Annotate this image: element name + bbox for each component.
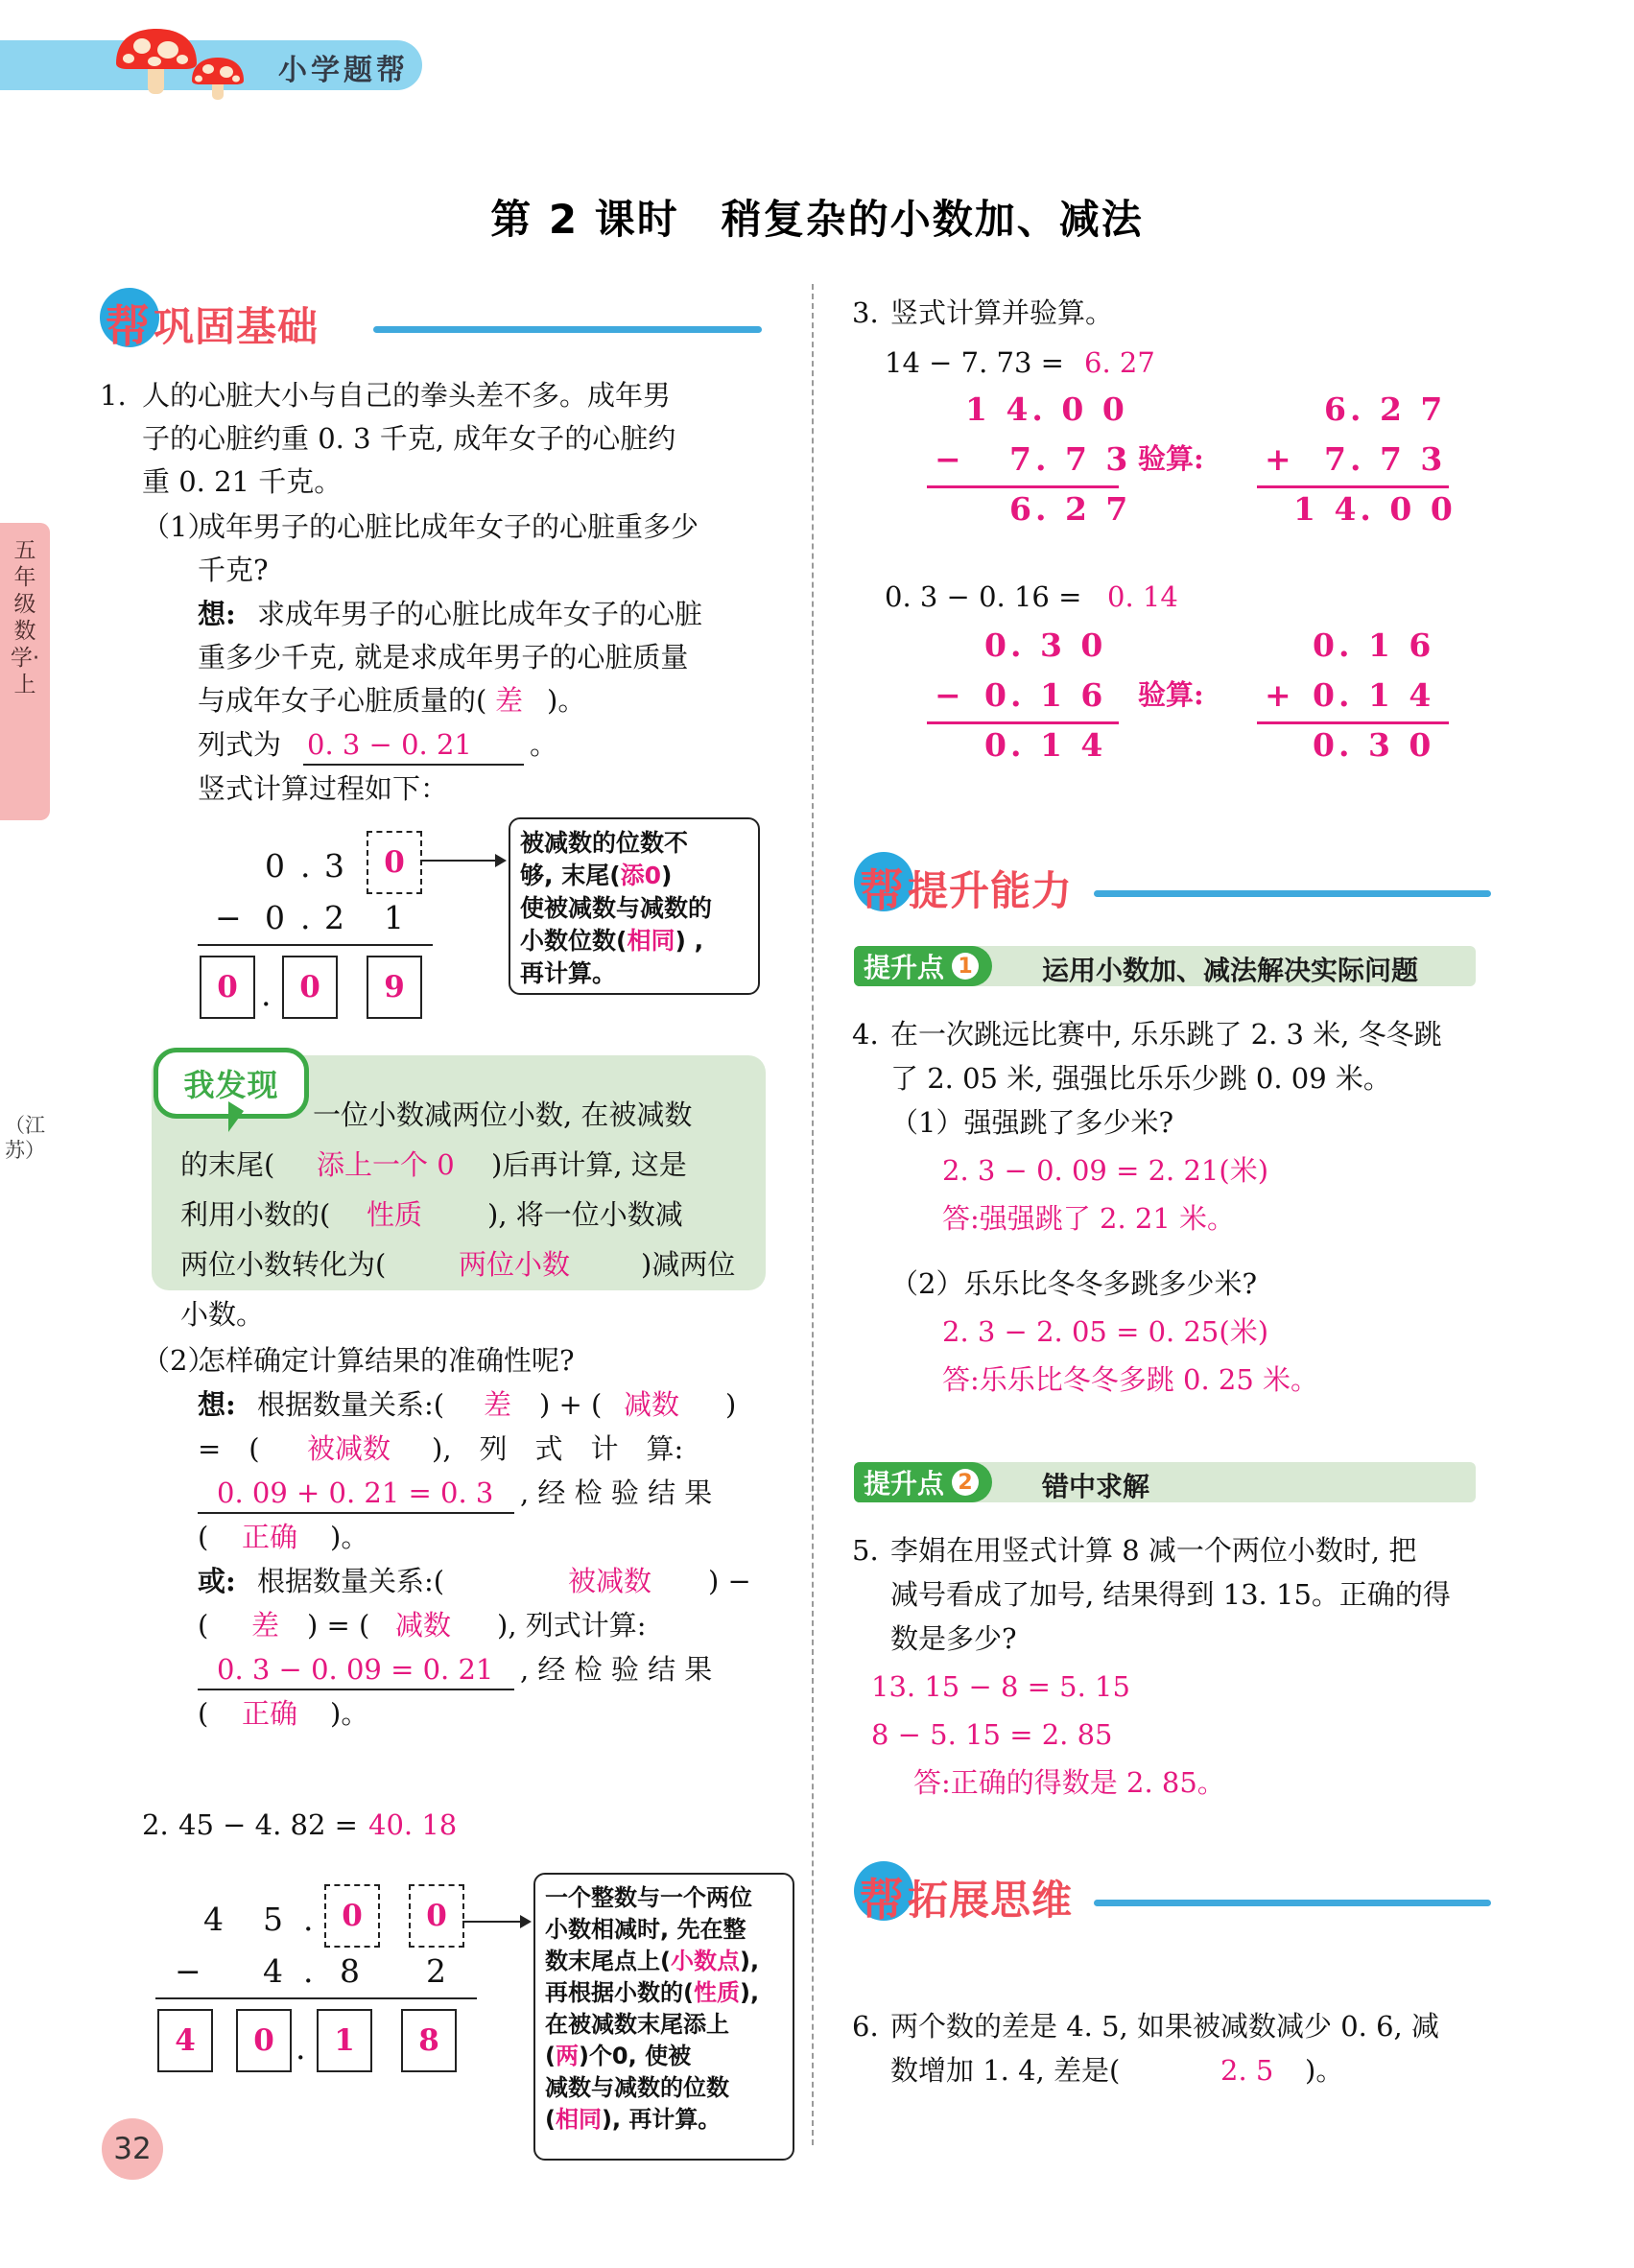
q3-item2-answer: 0. 14: [1107, 580, 1178, 613]
q3-item2-left-bottom: 0. 1 6: [984, 676, 1107, 714]
q2-expr: 45 − 4. 82 =: [178, 1808, 358, 1841]
q3-item2-right-op: +: [1265, 676, 1291, 714]
improve-point-1-tag: [854, 946, 992, 986]
q3-item1-right-op: +: [1265, 440, 1291, 478]
q3-item1-right-bottom: 7. 7 3: [1324, 440, 1447, 478]
discovery-line5: 小数。: [180, 1298, 265, 1331]
side-tab-edition: （江苏）: [5, 1114, 45, 1162]
q1-vcalc-sub-0: 0: [265, 899, 285, 936]
q1-note-box: [509, 817, 760, 995]
q2-note-line8b: ), 再计算。: [601, 2106, 722, 2133]
q1-or-label: 或:: [198, 1565, 236, 1597]
q1-think-label: 想:: [198, 598, 236, 630]
q1-think-line1: 求成年男子的心脏比成年女子的心脏: [257, 598, 703, 630]
q1-vcalc-minus-sign: −: [215, 899, 242, 936]
q2-note-line3b: ),: [739, 1948, 760, 1974]
q6-answer-blank: 2. 5: [1220, 2054, 1274, 2087]
q1-vcalc-added-zero: 0: [384, 845, 405, 880]
q1-p2-think-label: 想:: [198, 1388, 236, 1421]
improve-point-1: [854, 946, 1476, 986]
q2-vcalc-result-2: 1: [334, 2023, 355, 2058]
q2-vcalc-minuend-1: 5: [263, 1901, 283, 1938]
q4-number: 4.: [852, 1018, 879, 1051]
q1-p2-line4c: )。: [330, 1521, 369, 1553]
q3-item1-left-top: 1 4. 0 0: [965, 390, 1128, 428]
q2-vcalc-minuend-0: 4: [203, 1901, 224, 1938]
q3-number: 3.: [852, 296, 879, 329]
q5-stem-line2: 减号看成了加号, 结果得到 13. 15。正确的得: [890, 1578, 1451, 1611]
q1-vcalc-minuend-2: 3: [324, 847, 344, 885]
improve-point-1-number: 1: [952, 953, 979, 980]
q1-p2-blank-3: 被减数: [307, 1432, 391, 1465]
q1-note-line3: 使被减数与减数的: [520, 894, 713, 922]
q2-note-line7: 减数与减数的位数: [545, 2074, 729, 2101]
q5-stem-line3: 数是多少?: [890, 1622, 1017, 1655]
q1-vcalc-result-box-1[interactable]: [282, 956, 338, 1019]
q2-vcalc-minus-sign: −: [175, 1952, 201, 1990]
q2-vcalc-result-box-1[interactable]: [236, 2009, 292, 2072]
q3-item1-left-sum: 6. 2 7: [1009, 490, 1132, 528]
section-bang-char: 帮: [106, 300, 150, 352]
q2-vcalc-added-0: 0: [342, 1899, 363, 1933]
q3-item2-right-bottom: 0. 1 4: [1313, 676, 1435, 714]
q2-vcalc-sub-dot: .: [303, 1952, 314, 1990]
q1-p2-line2a: = (: [198, 1432, 260, 1465]
q1-think-line3a: 与成年女子心脏质量的(: [198, 684, 487, 717]
q1-formula-underline: [303, 764, 524, 766]
q4-part1-answer: 答:强强跳了 2. 21 米。: [942, 1202, 1235, 1235]
q1-or-line2c: ) = (: [307, 1609, 370, 1642]
q1-note-blank-2: 相同: [627, 927, 675, 955]
q1-part2-question: 怎样确定计算结果的准确性呢?: [198, 1344, 575, 1377]
q2-note-line3a: 数末尾点上(: [545, 1948, 671, 1974]
q2-note-line4a: 再根据小数的(: [545, 1979, 694, 2006]
q2-vcalc-rule: [155, 1997, 477, 1999]
q3-item1-right-sum: 1 4. 0 0: [1293, 490, 1456, 528]
q4-part1-label: （1）强强跳了多少米?: [890, 1106, 1173, 1139]
q1-vcalc-rule: [198, 944, 433, 946]
discovery-line2b: )后再计算, 这是: [491, 1148, 687, 1181]
q2-vcalc-added-box-0[interactable]: [324, 1884, 380, 1948]
q1-note-line1: 被减数的位数不: [520, 829, 689, 857]
q1-number: 1.: [100, 379, 127, 412]
q1-p2-line1c: ) + (: [539, 1388, 603, 1421]
mushroom-icon: [113, 27, 200, 94]
q2-vcalc-result-box-0[interactable]: [157, 2009, 213, 2072]
section-rule-2: [1094, 890, 1491, 897]
q1-note-arrowhead: [495, 854, 507, 867]
q2-note-blank-3: 两: [555, 2043, 579, 2069]
q4-part2-answer: 答:乐乐比冬冬多跳 0. 25 米。: [942, 1363, 1318, 1396]
side-tab-grade-subject: 五年级数学·上: [10, 538, 40, 697]
q5-stem-line1: 李娟在用竖式计算 8 减一个两位小数时, 把: [890, 1534, 1417, 1567]
q2-vcalc-result-dot: .: [296, 2029, 306, 2067]
q1-formula-label: 列式为: [198, 728, 282, 761]
q1-p2-calc-underline: [198, 1512, 514, 1514]
q2-number: 2.: [142, 1808, 169, 1841]
q1-or-line1c: ) −: [708, 1565, 751, 1597]
q3-item2-left-top: 0. 3 0: [984, 626, 1107, 664]
q1-vcalc-minuend-dot: .: [300, 847, 311, 885]
q4-stem-line1: 在一次跳远比赛中, 乐乐跳了 2. 3 米, 冬冬跳: [890, 1018, 1442, 1051]
q2-answer: 40. 18: [368, 1808, 458, 1841]
q6-stem-line2b: )。: [1305, 2054, 1344, 2087]
discovery-blank-1: 添上一个 0: [317, 1148, 455, 1181]
q1-or-blank-1: 被减数: [568, 1565, 652, 1597]
section-label-2: 提升能力: [908, 867, 1074, 914]
q2-note-blank-2: 性质: [693, 1979, 740, 2006]
q1-vcalc-sub-dot: .: [300, 899, 311, 936]
q1-note-line4b: ) ,: [675, 927, 704, 955]
q1-part1-label: （1）: [142, 510, 216, 543]
q2-note-line6a: (: [545, 2043, 556, 2069]
brand-title: 小学题帮: [278, 54, 409, 87]
improve-point-2-text: 错中求解: [1042, 1471, 1150, 1502]
q2-vcalc-added-box-1[interactable]: [409, 1884, 464, 1948]
q1-vcalc-result-dot: .: [261, 976, 272, 1013]
q2-vcalc-sub-2: 8: [340, 1952, 360, 1990]
q2-vcalc-result-3: 8: [418, 2023, 439, 2058]
q5-calc-1: 13. 15 − 8 = 5. 15: [871, 1670, 1130, 1703]
q2-note-line6b: )个0, 使被: [578, 2043, 692, 2069]
q1-p2-line4a: (: [198, 1521, 209, 1553]
q1-vcalc-result-1: 0: [299, 970, 320, 1004]
discovery-blank-2: 性质: [367, 1198, 423, 1231]
q1-p2-calc-answer: 0. 09 + 0. 21 = 0. 3: [217, 1477, 494, 1509]
discovery-line2a: 的末尾(: [180, 1148, 275, 1181]
q3-item2-check-label: 验算:: [1138, 678, 1204, 711]
q5-calc-2: 8 − 5. 15 = 2. 85: [871, 1718, 1113, 1751]
section-bang-char-3: 帮: [860, 1874, 904, 1925]
q2-vcalc-minuend-dot: .: [303, 1901, 314, 1938]
q1-p2-line2c: ), 列 式 计 算:: [432, 1432, 684, 1465]
q2-note-line5: 在被减数末尾添上: [545, 2011, 729, 2038]
q2-note-box: [533, 1873, 794, 2161]
q1-vcalc-added-zero-box[interactable]: [367, 831, 422, 894]
q1-or-blank-4: 正确: [242, 1697, 298, 1730]
q2-note-line8a: (: [545, 2106, 556, 2133]
improve-point-1-text: 运用小数加、减法解决实际问题: [1042, 955, 1419, 986]
q1-p2-line3-after: , 经 检 验 结 果: [520, 1477, 713, 1509]
q2-vcalc-sub-3: 2: [426, 1952, 446, 1990]
q6-number: 6.: [852, 2010, 879, 2043]
discovery-line3a: 利用小数的(: [180, 1198, 331, 1231]
q2-vcalc-added-1: 0: [426, 1899, 447, 1933]
discovery-bubble-tail: [228, 1101, 244, 1132]
q4-part2-calc: 2. 3 − 2. 05 = 0. 25(米): [942, 1315, 1269, 1348]
discovery-line1: 一位小数减两位小数, 在被减数: [313, 1099, 693, 1131]
q1-or-calc-answer: 0. 3 − 0. 09 = 0. 21: [217, 1653, 494, 1686]
section-rule-3: [1094, 1900, 1491, 1906]
q1-think-line3b: )。: [547, 684, 586, 717]
q1-p2-blank-2: 减数: [624, 1388, 680, 1421]
q2-note-line2: 小数相减时, 先在整: [545, 1916, 746, 1943]
q3-title: 竖式计算并验算。: [890, 296, 1114, 329]
page-title: 第 2 课时 稍复杂的小数加、减法: [490, 196, 1144, 243]
q2-vcalc-result-0: 4: [175, 2023, 196, 2058]
q5-answer: 答:正确的得数是 2. 85。: [913, 1766, 1225, 1799]
q1-vcalc-result-box-2[interactable]: [367, 956, 422, 1019]
q1-formula-answer: 0. 3 − 0. 21: [307, 728, 472, 761]
q4-stem-line2: 了 2. 05 米, 强强比乐乐少跳 0. 09 米。: [890, 1062, 1391, 1095]
q1-vcalc-minuend-0: 0: [265, 847, 285, 885]
q1-or-line1a: 根据数量关系:(: [257, 1565, 445, 1597]
improve-point-1-label: 提升点: [864, 952, 945, 983]
q4-part2-label: （2）乐乐比冬冬多跳多少米?: [890, 1267, 1257, 1300]
discovery-line4a: 两位小数转化为(: [180, 1248, 387, 1281]
q1-formula-end: 。: [530, 728, 558, 761]
q1-stem-line2: 子的心脏约重 0. 3 千克, 成年女子的心脏约: [142, 422, 676, 455]
section-header-consolidate: [100, 288, 762, 352]
q3-item2-expr: 0. 3 − 0. 16 =: [885, 580, 1082, 613]
q6-stem-line1: 两个数的差是 4. 5, 如果被减数减少 0. 6, 减: [890, 2010, 1439, 2043]
q2-note-arrow: [462, 1921, 522, 1923]
q1-think-blank-answer: 差: [495, 684, 524, 717]
section-label: 巩固基础: [154, 303, 320, 350]
page-number: 32: [102, 2118, 163, 2180]
improve-point-2: [854, 1462, 1476, 1502]
discovery-line3b: ), 将一位小数减: [487, 1198, 683, 1231]
q2-note-blank-1: 小数点: [670, 1948, 740, 1974]
section-bang-char-2: 帮: [860, 864, 904, 916]
column-divider: [812, 284, 814, 2145]
q1-note-arrow: [420, 860, 497, 862]
q3-item2-right-sum: 0. 3 0: [1313, 726, 1435, 764]
q1-or-blank-3: 减数: [395, 1609, 452, 1642]
q1-note-line2a: 够, 末尾(: [520, 862, 621, 889]
q2-vcalc-result-1: 0: [253, 2023, 274, 2058]
q1-note-line4a: 小数位数(: [520, 927, 628, 955]
section-header-ability: [854, 852, 1491, 916]
q1-part1-line1: 成年男子的心脏比成年女子的心脏重多少: [198, 510, 699, 543]
q1-part2-label: （2）: [142, 1344, 216, 1377]
section-rule: [373, 326, 762, 333]
q1-p2-blank-1: 差: [484, 1388, 512, 1421]
q2-note-arrowhead: [520, 1915, 532, 1928]
q1-or-line3-after: , 经 检 验 结 果: [520, 1653, 713, 1686]
q2-vcalc-sub-0: 4: [263, 1952, 283, 1990]
discovery-line4b: )减两位: [641, 1248, 736, 1281]
q5-number: 5.: [852, 1534, 879, 1567]
discovery-blank-3: 两位小数: [459, 1248, 571, 1281]
q2-note-line1: 一个整数与一个两位: [545, 1884, 752, 1911]
q1-note-line2b: ): [661, 862, 673, 889]
q3-item2-left-op: −: [935, 676, 961, 714]
q3-item1-check-label: 验算:: [1138, 442, 1204, 475]
q1-p2-line1a: 根据数量关系:(: [257, 1388, 445, 1421]
q1-vcalc-result-box-0[interactable]: [200, 956, 255, 1019]
q4-part1-calc: 2. 3 − 0. 09 = 2. 21(米): [942, 1154, 1269, 1187]
q3-item1-expr: 14 − 7. 73 =: [885, 346, 1064, 379]
improve-point-2-number: 2: [952, 1469, 979, 1496]
q1-note-line5: 再计算。: [520, 959, 617, 987]
q2-vcalc-result-box-2[interactable]: [317, 2009, 372, 2072]
q1-or-line2e: ), 列式计算:: [497, 1609, 647, 1642]
q1-vertical-label: 竖式计算过程如下：: [198, 772, 449, 805]
section-label-3: 拓展思维: [908, 1877, 1074, 1924]
q1-stem-line3: 重 0. 21 千克。: [142, 465, 343, 498]
q1-or-line2a: (: [198, 1609, 209, 1642]
q3-item1-left-bottom: 7. 7 3: [1009, 440, 1132, 478]
q1-p2-blank-4: 正确: [242, 1521, 298, 1553]
improve-point-2-tag: [854, 1462, 992, 1502]
q1-or-line4a: (: [198, 1697, 209, 1730]
q1-or-blank-2: 差: [251, 1609, 280, 1642]
q1-stem-line1: 人的心脏大小与自己的拳头差不多。成年男: [142, 379, 672, 412]
q3-item2-right-top: 0. 1 6: [1313, 626, 1435, 664]
q1-vcalc-result-2: 9: [384, 970, 405, 1004]
q1-or-calc-underline: [198, 1689, 514, 1690]
q1-note-blank-1: 添0: [620, 862, 662, 889]
q1-or-line4c: )。: [330, 1697, 369, 1730]
q3-item1-left-op: −: [935, 440, 961, 478]
q1-vcalc-sub-2: 2: [324, 899, 344, 936]
section-header-thinking: [854, 1861, 1491, 1923]
q3-item1-answer: 6. 27: [1084, 346, 1155, 379]
q1-think-line2: 重多少千克, 就是求成年男子的心脏质量: [198, 641, 689, 673]
improve-point-2-label: 提升点: [864, 1468, 945, 1500]
q2-note-blank-4: 相同: [555, 2106, 602, 2133]
q2-vcalc-result-box-3[interactable]: [401, 2009, 457, 2072]
q1-vcalc-sub-3: 1: [384, 899, 404, 936]
q3-item2-left-sum: 0. 1 4: [984, 726, 1107, 764]
mushroom-icon-small: [190, 56, 246, 100]
discovery-bubble-label: 我发现: [183, 1067, 279, 1103]
q1-part1-line2: 千克?: [198, 554, 269, 586]
q2-note-line4b: ),: [739, 1979, 760, 2006]
q1-vcalc-result-0: 0: [217, 970, 238, 1004]
q6-stem-line2a: 数增加 1. 4, 差是(: [890, 2054, 1121, 2087]
q3-item1-right-top: 6. 2 7: [1324, 390, 1447, 428]
q1-p2-line1d: ): [725, 1388, 737, 1421]
